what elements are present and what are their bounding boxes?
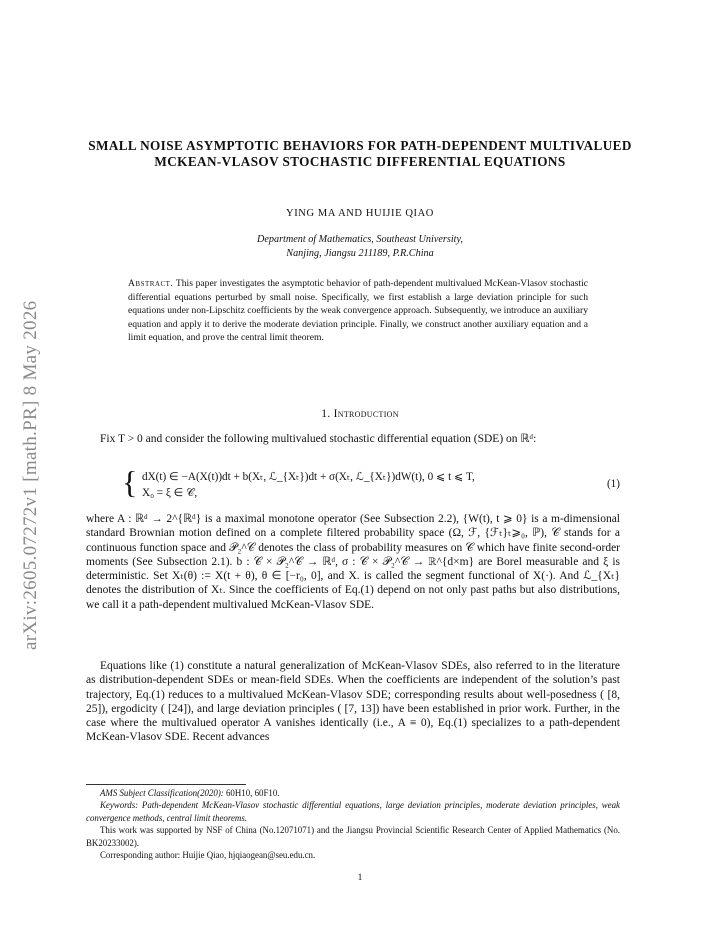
paper-authors: YING MA AND HUIJIE QIAO [286, 208, 434, 219]
section-number: 1. [321, 408, 331, 420]
author-affiliation [80, 233, 640, 261]
footnote-corresponding: Corresponding author: Huijie Qiao, hjqiaogean@seu.edu.cn. [100, 850, 316, 861]
abstract [128, 277, 588, 345]
equation-line-1: dX(t) ∈ −A(X(t))dt + b(Xₜ, ℒ_{Xₜ})dt + σ(Xₜ, ℒ_{Xₜ})dW(t), 0 ⩽ t ⩽ T, [142, 471, 475, 483]
footnote-ams-label: AMS Subject Classification(2020): [100, 788, 224, 798]
equation-1 [108, 464, 620, 502]
footnote-ams [86, 787, 620, 799]
equation-line-2: X₀ = ξ ∈ 𝒞, [142, 487, 198, 499]
intro-paragraph-1: Fix T > 0 and consider the following multivalued stochastic differential equation (SDE) on ℝᵈ: [100, 433, 537, 445]
affiliation-line-1: Department of Mathematics, Southeast University, [257, 234, 463, 245]
footnote-ams-value: 60H10, 60F10. [223, 788, 280, 798]
affiliation-line-2: Nanjing, Jiangsu 211189, P.R.China [286, 248, 434, 259]
intro-paragraph-2: where A : ℝᵈ → 2^{ℝᵈ} is a maximal monotone operator (See Subsection 2.2), {W(t), t ⩾ 0} is a m-dimensional standard Brownian motion defined on a complete filtered probability space (Ω, ℱ, {ℱₜ}ₜ⩾₀, ℙ), 𝒞 stands for a continuous function space and 𝒫₂^𝒞 denotes the class of probability measures on 𝒞 which have finite second-order moments (See Subsection 2.1). b : 𝒞 × 𝒫₂^𝒞 → ℝᵈ, σ : 𝒞 × 𝒫₂^𝒞 → ℝ^{d×m} are Borel measurable and ξ is deterministic. Set Xₜ(θ) := X(t + θ), θ ∈ [−r₀, 0], and X. is called the segment functional of X(·). And ℒ_{Xₜ} denotes the distribution of Xₜ. Since the coefficients of Eq.(1) depend on not only past paths but also distributions, we call it a path-dependent multivalued McKean-Vlasov SDE. [86, 513, 620, 611]
arxiv-identifier: arXiv:2605.07272v1 [math.PR] 8 May 2026 [20, 300, 41, 650]
footnote-rule [86, 784, 246, 785]
equation-brace: { [122, 464, 138, 500]
footnote-funding: This work was supported by NSF of China (No.12071071) and the Jiangsu Provincial Scientific Research Center of Applied Mathematics (No. BK20233002). [86, 825, 620, 848]
intro-paragraph-3: Equations like (1) constitute a natural generalization of McKean-Vlasov SDEs, also referred to in the literature as distribution-dependent SDEs or mean-field SDEs. When the coefficients are independent of the solution’s past trajectory, Eq.(1) reduces to a multivalued McKean-Vlasov SDE; corresponding results about well-posedness ( [8, 25]), ergodicity ( [24]), and large deviation principles ( [7, 13]) have been established in prior work. Further, in the case where the multivalued operator A vanishes identically (i.e., A ≡ 0), Eq.(1) specializes to a path-dependent McKean-Vlasov SDE. Recent advances [86, 660, 620, 744]
page-number: 1 [357, 873, 363, 883]
section-title: Introduction [333, 408, 399, 420]
abstract-label: Abstract. [128, 278, 174, 289]
section-heading [80, 408, 640, 420]
equation-number: (1) [606, 478, 620, 490]
paper-title: SMALL NOISE ASYMPTOTIC BEHAVIORS FOR PATH-DEPENDENT MULTIVALUED MCKEAN-VLASOV STOCHASTIC DIFFERENTIAL EQUATIONS [88, 138, 632, 169]
footnote-keywords: Keywords: Path-dependent McKean-Vlasov stochastic differential equations, large deviation principles, moderate deviation principles, weak convergence methods, central limit theorems. [86, 800, 620, 823]
footnotes [86, 787, 620, 861]
abstract-text: This paper investigates the asymptotic behavior of path-dependent multivalued McKean-Vlasov stochastic differential equations perturbed by small noise. Specifically, we first establish a large deviation principle for such equations under non-Lipschitz coefficients by the weak convergence approach. Subsequently, we introduce an auxiliary equation and apply it to derive the moderate deviation principle. Finally, we construct another auxiliary equation and a limit equation, and prove the central limit theorem. [128, 278, 589, 343]
